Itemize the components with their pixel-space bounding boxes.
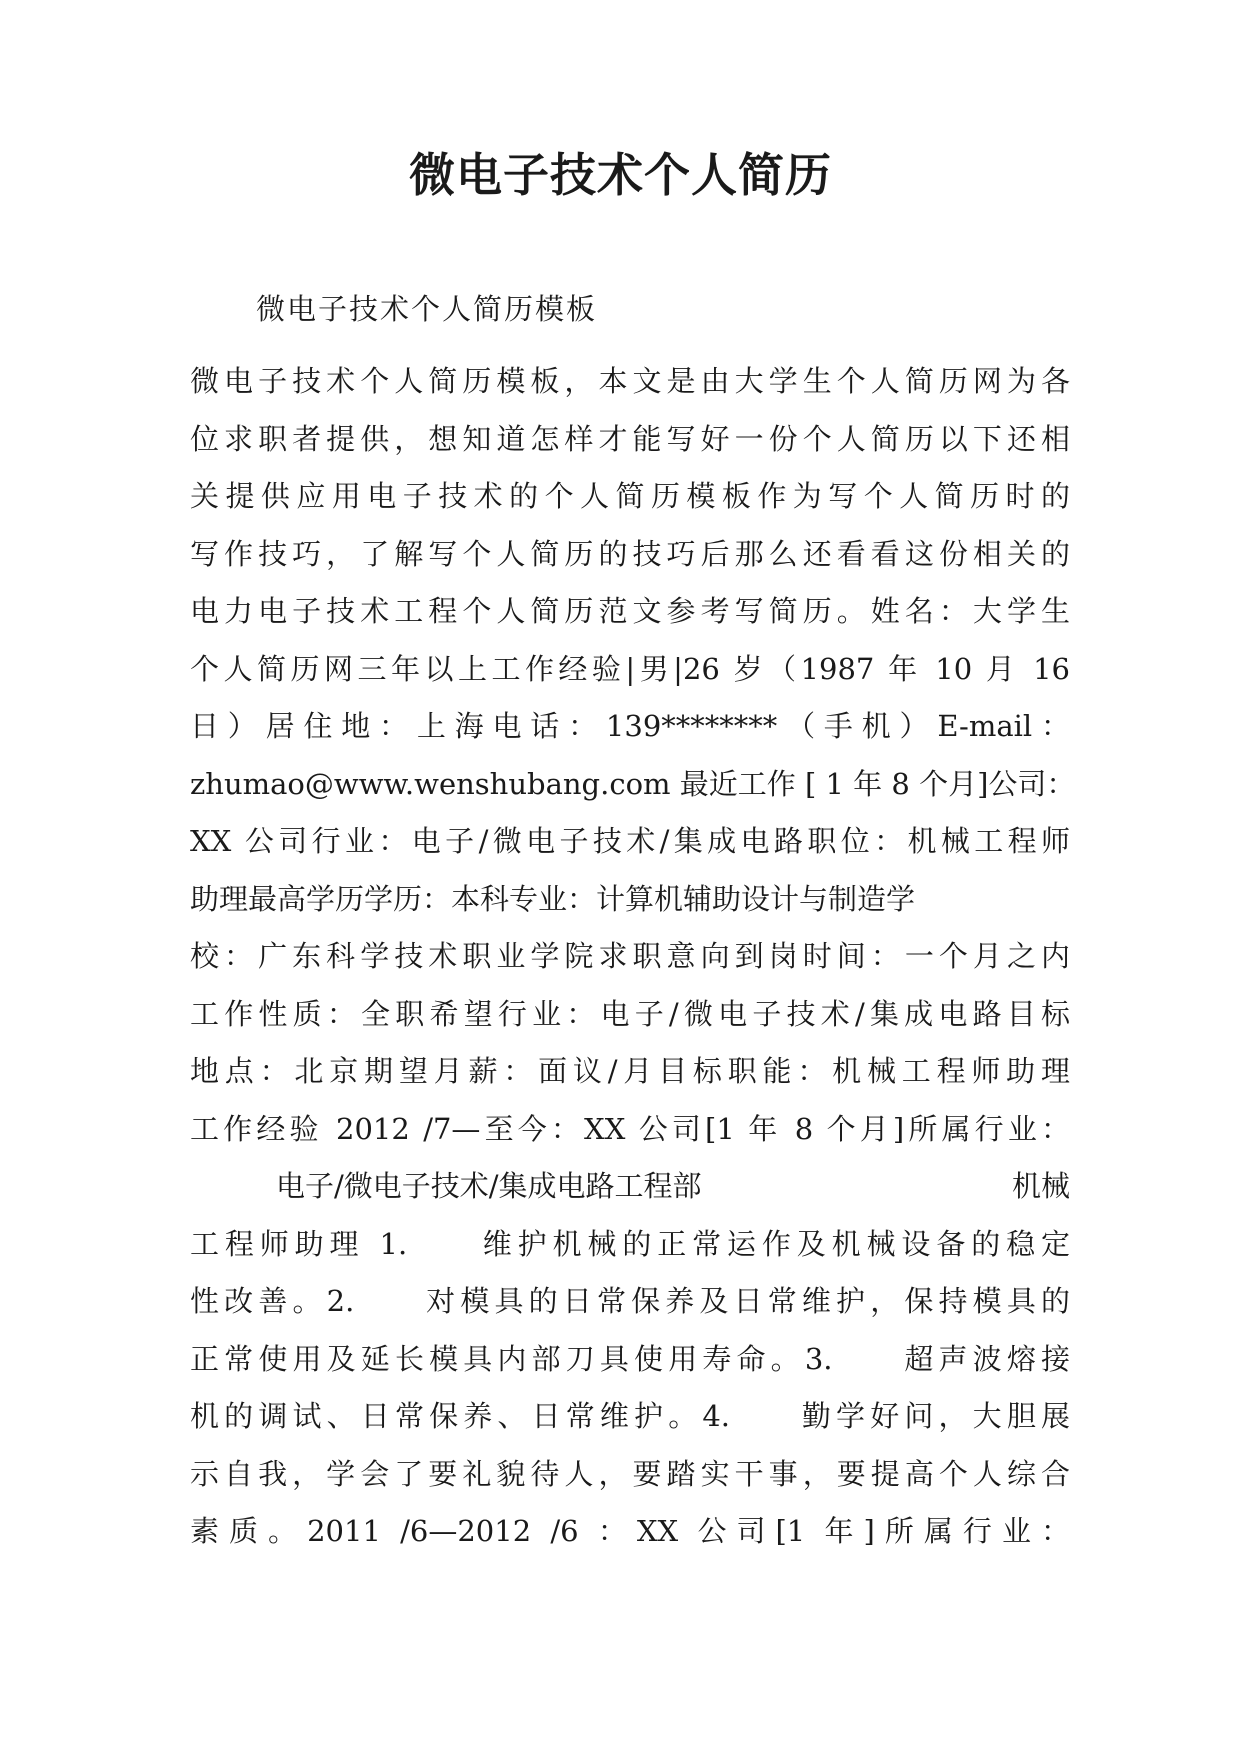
body-line: 工作性质：全职希望行业：电子/微电子技术/集成电路目标	[190, 996, 1070, 1031]
document-body	[190, 353, 1076, 1561]
body-line: 工程师助理 1. 维护机械的正常运作及机械设备的稳定	[190, 1226, 1070, 1261]
document-subtitle: 微电子技术个人简历模板	[256, 292, 598, 326]
indent-line-left: 电子/微电子技术/集成电路工程部	[276, 1169, 702, 1203]
body-line: 地点：北京期望月薪：面议/月目标职能：机械工程师助理	[190, 1054, 1070, 1088]
body-line: XX 公司行业：电子/微电子技术/集成电路职位：机械工程师	[190, 824, 1070, 858]
body-line: 日）居住地：上海电话：139********（手机）E-mail：	[190, 709, 1070, 743]
body-line: 正常使用及延长模具内部刀具使用寿命。3. 超声波熔接	[190, 1341, 1070, 1376]
document-title: 微电子技术个人简历	[409, 148, 832, 202]
body-line: 电力电子技术工程个人简历范文参考写简历。姓名：大学生	[190, 594, 1070, 628]
body-line: 关提供应用电子技术的个人简历模板作为写个人简历时的	[190, 479, 1070, 513]
body-line: 微电子技术个人简历模板，本文是由大学生个人简历网为各	[190, 364, 1070, 398]
body-line: 示自我，学会了要礼貌待人，要踏实干事，要提高个人综合	[190, 1456, 1070, 1491]
body-line: 校：广东科学技术职业学院求职意向到岗时间：一个月之内	[190, 939, 1070, 973]
body-line: 写作技巧，了解写个人简历的技巧后那么还看看这份相关的	[190, 536, 1070, 571]
body-line: 素质。2011 /6—2012 /6 ：XX 公司[1 年]所属行业：	[190, 1514, 1070, 1548]
body-line: 机的调试、日常保养、日常维护。4. 勤学好问，大胆展	[190, 1399, 1070, 1433]
body-line: 助理最高学历学历：本科专业：计算机辅助设计与制造学	[190, 881, 916, 916]
body-line: 工作经验 2012 /7—至今：XX 公司[1 年 8 个月]所属行业：	[190, 1111, 1070, 1146]
indent-line-right: 机械	[1011, 1169, 1070, 1203]
body-line: 个人简历网三年以上工作经验|男|26 岁（1987 年 10 月 16	[190, 651, 1070, 686]
body-line: zhumao@www.wenshubang.com 最近工作 [ 1 年 8 个月]公司：	[190, 766, 1076, 801]
body-line: 位求职者提供，想知道怎样才能写好一份个人简历以下还相	[190, 421, 1070, 456]
body-line: 性改善。2. 对模具的日常保养及日常维护，保持模具的	[190, 1284, 1070, 1318]
body-line-indented	[190, 1158, 1070, 1216]
